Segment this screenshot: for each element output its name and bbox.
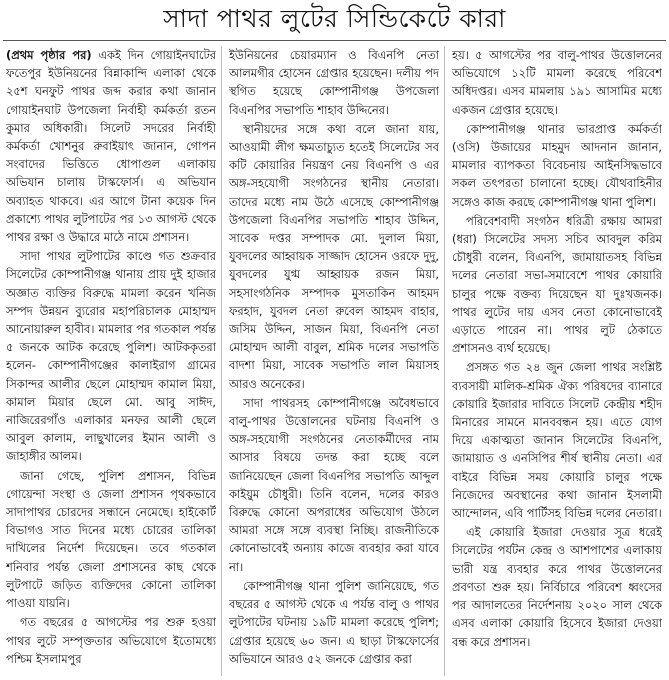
paragraph: স্থানীয়দের সঙ্গে কথা বলে জানা যায়, আওয়ামী লীগ ক্ষমতাচ্যুত হতেই সিলেটের সব কটি কোয়ারির নিয়ন্ত্রণ নেয় বিএনপি ও এর অঙ্গ-সহযোগী সংগঠনের স্থানীয় নেতারা। তাদের মধ্যে নাম উঠে এসেছে কোম্পানীগঞ্জ উপজেলা বিএনপির সভাপতি শাহাব উদ্দিন, সাবেক দপ্তর সম্পাদক মো. দুলাল মিয়া, যুবদলের আহ্বায়ক সাজ্জাদ হোসেন ওরফে দুদু, যুবদলের যুগ্ম আহ্বায়ক রজন মিয়া, সহসাংগঠনিক সম্পাদক মুসতাকিন আহমদ ফরহাদ, যুবদল নেতা রুবেল আহমদ বাহার, জসিম উদ্দিন, সাজন মিয়া, বিএনপি নেতা মোহাম্মদ আলী বাবুল, শ্রমিক দলের সভাপতি বাদশা মিয়া, সাবেক সভাপতি লাল মিয়াসহ আরও অনেকের।	[229, 121, 439, 391]
column-divider-1	[221, 46, 222, 676]
headline: সাদা পাথর লুটের সিন্ডিকেটে কারা	[163, 3, 506, 33]
paragraph: কোম্পানীগঞ্জ থানা পুলিশ জানিয়েছে, গত বছরের ৫ আগস্ট থেকে এ পর্যন্ত বালু ও পাথর লুটপাটের ঘটনায় ১৯টি মামলা করেছে পুলিশ; গ্রেপ্তার হয়েছে ৬০ জন। এ ছাড়া টাস্কফোর্সের অভিযানে আরও ৫২ জনকে গ্রেপ্তার করা	[229, 578, 439, 666]
paragraph: গত বছরের ৫ আগস্টের পর শুরু হওয়া পাথর লুটে সম্পৃক্ততার অভিযোগে ইতোমধ্যে পশ্চিম ইসলামপুর	[6, 615, 216, 666]
paragraph: হয়। ৫ আগস্টের পর বালু-পাথর উত্তোলনের অভিযোগে ১২টি মামলা করেছে পরিবেশ অধিদপ্তর। এসব মামলায় ১৯১ আসামির মধ্যে একজন গ্রেপ্তার হয়েছে।	[452, 48, 662, 117]
continuation-kicker: (প্রথম পৃষ্ঠার পর)	[6, 48, 92, 62]
article-column-3	[452, 46, 662, 676]
paragraph: জানা গেছে, পুলিশ প্রশাসন, বিভিন্ন গোয়েন্দা সংস্থা ও জেলা প্রশাসন পৃথকভাবে সাদাপাথর চোরদের সন্ধানে নেমেছে। হাইকোর্ট বিভাগও সাত দিনের মধ্যে চোরের তালিকা দাখিলের নির্দেশ দিয়েছেন। তবে গতকাল শনিবার পর্যন্ত জেলা প্রশাসনের কাছ থেকে লুটপাটে জড়িত ব্যক্তিদের কোনো তালিকা পাওয়া যায়নি।	[6, 468, 216, 611]
paragraph: ইউনিয়নের চেয়ারম্যান ও বিএনপি নেতা আলমগীর হোসেন গ্রেপ্তার হয়েছেন। দলীয় পদ স্থগিত হয়েছে কোম্পানীগঞ্জ উপজেলা বিএনপির সভাপতি শাহাব উদ্দিনের।	[229, 48, 439, 117]
paragraph: সাদা পাথরসহ কোম্পানীগঞ্জে অবৈধভাবে বালু-পাথর উত্তোলনের ঘটনায় বিএনপি ও অঙ্গ-সহযোগী সংগঠনের নেতাকর্মীদের নাম আসার বিষয়ে তদন্ত করা হচ্ছে বলে জানিয়েছেন জেলা বিএনপির সভাপতি আব্দুল কাইয়ুম চৌধুরী। তিনি বলেন, দলের কারও বিরুদ্ধে কোনো অপরাধের অভিযোগ উঠলে আমরা সঙ্গে সঙ্গে ব্যবস্থা নিচ্ছি। রাজনীতিকে কোনোভাবেই অন্যায় কাজে ব্যবহার করা যাবে না।	[229, 395, 439, 574]
paragraph: প্রসঙ্গত গত ২৪ জুন জেলা পাথর সংশ্লিষ্ট ব্যবসায়ী মালিক-শ্রমিক ঐক্য পরিষদের ব্যানারে কোয়ারি ইজারার দাবিতে সিলেট কেন্দ্রীয় শহীদ মিনারের সামনে মানববন্ধন হয়। এতে যোগ দিয়ে একাত্মতা জানান সিলেটের বিএনপি, জামায়াত ও এনসিপির শীর্ষ স্থানীয় নেতা। এর বাইরে বিভিন্ন সময় কোয়ারি চালুর পক্ষে নিজেদের অবস্থানের কথা জানান ইসলামী আন্দোলন, এবি পার্টিসহ বিভিন্ন দলের নেতারা।	[452, 360, 662, 521]
paragraph	[6, 46, 216, 246]
paragraph: সাদা পাথর লুটপাটের কাণ্ডে গত শুক্রবার সিলেটের কোম্পানীগঞ্জ থানায় প্রায় দুই হাজার অজ্ঞাত ব্যক্তির বিরুদ্ধে মামলা করেন খনিজ সম্পদ উন্নয়ন ব্যুরোর মহাপরিচালক মোহাম্মদ আনোয়ারুল হাবীব। মামলার পর গতকাল পর্যন্ত ৫ জনকে আটক করেছে পুলিশ। আটককৃতরা হলেন- কোম্পানীগঞ্জের কালাইরাগ গ্রামের সিকান্দর আলীর ছেলে মোহাম্মদ কামাল মিয়া, কামাল মিয়ার ছেলে মো. আবু সাঈদ, নাজিরেরগাঁও এলাকার মনফর আলী ছেলে আবুল কালাম, লাছুখালের ইমান আলী ও জাহাঙ্গীর আলম।	[6, 249, 216, 464]
paragraph-text: একই দিন গোয়াইনঘাটের ফতেপুর ইউনিয়নের বিন্নাকান্দি এলাকা থেকে ২৫শ ঘনফুট পাথর জব্দ করার কথা জানান গোয়াইনঘাট উপজেলা নির্বাহী কর্মকর্তা রতন কুমার অধিকারী। সিলেট সদরের নির্বাহী কর্মকর্তা খোশনুর রুবাইয়াৎ জানান, গোপন সংবাদের ভিত্তিতে ধোপাগুল এলাকায় অভিযান চালায় টাস্কফোর্স। এ অভিযান অব্যাহত থাকবে। এর আগে টানা কয়েক দিন প্রকাশ্যে পাথর লুটপাটের পর ১৩ আগস্ট থেকে পাথর রক্ষা ও উদ্ধারে মাঠে নামে প্রশাসন।	[6, 48, 216, 245]
article-column-2	[229, 46, 439, 676]
paragraph: এই কোয়ারি ইজারা দেওয়ার সূত্র ধরেই সিলেটের পর্যটন কেন্দ্র ও আশপাশের এলাকায় ভারী যন্ত্র ব্যবহার করে পাথর উত্তোলনের প্রবণতা শুরু হয়। নির্বিচারে পরিবেশ ধ্বংসের পর আদালতের নির্দেশনায় ২০২০ সাল থেকে এসব এলাকা কোয়ারি হিসেবে ইজারা দেওয়া বন্ধ করে প্রশাসন।	[452, 525, 662, 649]
paragraph: পরিবেশবাদী সংগঠন ধরিত্রী রক্ষায় আমরা (ধরা) সিলেটের সদস্য সচিব আবদুল করিম চৌধুরী বলেন, বিএনপি, জামায়াতসহ বিভিন্ন দলের নেতারা সভা-সমাবেশে পাথর কোয়ারি চালুর পক্ষে বক্তব্য দিয়েছেন যা দুঃখজনক। পাথর লুটের দায় এসব নেতা কোনোভাবেই এড়াতে পারেন না। পাথর লুট ঠেকাতে প্রশাসনও ব্যর্থ হয়েছে।	[452, 213, 662, 356]
paragraph: কোম্পানীগঞ্জ থানার ভারপ্রাপ্ত কর্মকর্তা (ওসি) উজায়ের মাহমুদ আদনান জানান, মামলার ব্যাপকতা বিবেচনায় আইনসিদ্ধভাবে সকল তৎপরতা চালানো হচ্ছে। যৌথবাহিনীর সঙ্গেও কাজ করছে কোম্পানীগঞ্জ থানা পুলিশ।	[452, 121, 662, 209]
column-divider-2	[444, 46, 445, 676]
headline-rule	[3, 40, 666, 41]
article-column-1	[6, 46, 216, 676]
